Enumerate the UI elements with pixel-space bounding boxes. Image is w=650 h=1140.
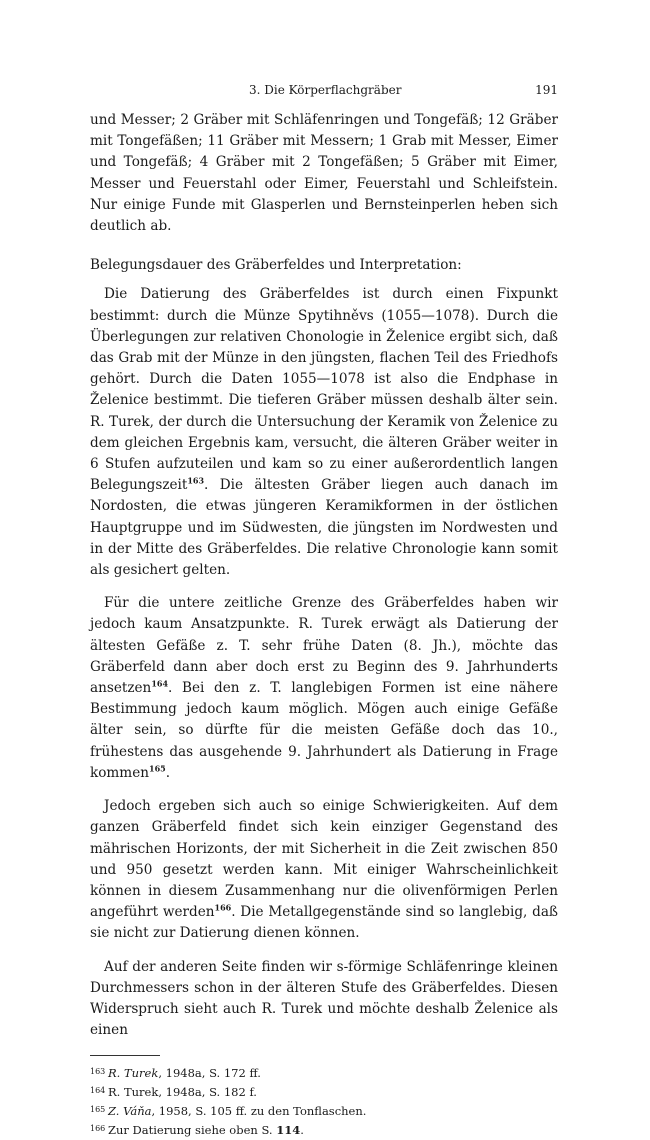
paragraph-3-text-a: Für die untere zeitliche Grenze des Gräberfeldes haben wir jedoch kaum Ansatzpunkte. R. Turek erwägt als Datierung der ältesten Gefäße z. T. sehr frühe Daten (8. Jh.), möchte das Gräberfeld dann aber doch erst zu Beginn des 9. Jahrhunderts ansetzen (90, 595, 558, 697)
footnote-text: , 1958, S. 105 ff. zu den Tonflaschen. (151, 1104, 367, 1119)
footnote-author: R. Turek (108, 1066, 159, 1081)
footnote-text: , 1948a, S. 172 ff. (158, 1066, 261, 1081)
footnote-ref-165[interactable]: 165 (149, 763, 166, 774)
paragraph-1: und Messer; 2 Gräber mit Schläfenringen und Tongefäß; 12 Gräber mit Tongefäßen; 11 Gräber mit Messern; 1 Grab mit Messer, Eimer und Tongefäß; 4 Gräber mit 2 Tongefäßen; 5 Gräber mit Eimer, Messer und Feuerstahl oder Eimer, Feuerstahl und Schleifstein. Nur einige Funde mit Glasperlen und Bernsteinperlen heben sich deutlich ab. (90, 112, 558, 235)
footnote-divider (90, 1055, 160, 1056)
document-page (90, 80, 558, 1140)
footnote-number: 164 (90, 1086, 106, 1096)
footnote-165 (90, 1102, 558, 1121)
paragraph-2-text-a: Die Datierung des Gräberfeldes ist durch einen Fixpunkt bestimmt: durch die Münze Spytihněvs (1055—1078). Durch die Überlegungen zur relativen Chonologie in Želenice ergibt sich, daß das Grab mit der Münze in den jüngsten, flachen Teil des Friedhofs gehört. Durch die Daten 1055—1078 ist also die Endphase in Želenice bestimmt. Die tieferen Gräber müssen deshalb älter sein. R. Turek, der durch die Untersuchung der Keramik von Želenice zu dem gleichen Ergebnis kam, versucht, die älteren Gräber weiter in 6 Stufen aufzuteilen und kam so zu einer außerordentlich langen Belegungszeit (90, 286, 558, 494)
section-subheading: Belegungsdauer des Gräberfeldes und Interpretation: (90, 257, 462, 274)
running-header (90, 80, 558, 102)
paragraph-3 (90, 593, 558, 784)
footnote-number: 166 (90, 1124, 106, 1134)
footnote-number: 163 (90, 1067, 106, 1077)
paragraph-5: Auf der anderen Seite finden wir s-förmige Schläfenringe kleinen Durchmessers schon in der älteren Stufe des Gräberfeldes. Diesen Widerspruch sieht auch R. Turek und möchte deshalb Želenice als einen (90, 958, 558, 1039)
footnote-text: R. Turek, 1948a, S. 182 f. (108, 1085, 257, 1100)
footnote-text: Zur Datierung siehe oben S. (108, 1123, 277, 1138)
paragraph-4-text-b: . Die Metallgegenstände sind so langlebig, daß sie nicht zur Datierung dienen können. (90, 904, 558, 942)
paragraph-3-text-b: . Bei den z. T. langlebigen Formen ist eine nähere Bestimmung jedoch kaum möglich. Mögen auch einige Gefäße älter sein, so dürfte für die meisten Gefäße doch das 10., frühestens das ausgehende 9. Jahrhundert als Datierung in Frage kommen (90, 680, 558, 781)
paragraph-3-text-c: . (165, 764, 171, 781)
paragraph-2 (90, 284, 558, 581)
footnote-author: Z. Váňa (108, 1104, 152, 1119)
footnote-164 (90, 1083, 558, 1102)
footnote-tail: . (300, 1123, 304, 1138)
page-number: 191 (535, 83, 558, 97)
footnote-163 (90, 1064, 558, 1083)
footnote-ref-166[interactable]: 166 (214, 902, 232, 913)
paragraph-4-text-a: Jedoch ergeben sich auch so einige Schwierigkeiten. Auf dem ganzen Gräberfeld findet sich kein einziger Gegenstand des mährischen Horizonts, der mit Sicherheit in die Zeit zwischen 850 und 950 gesetzt werden kann. Mit einiger Wahrscheinlichkeit können in diesem Zusammenhang nur die olivenförmigen Perlen angeführt werden (90, 798, 558, 921)
paragraph-4 (90, 796, 558, 944)
footnote-ref-163[interactable]: 163 (187, 475, 205, 486)
running-title: 3. Die Körperflachgräber (249, 83, 402, 97)
footnote-number: 165 (90, 1105, 106, 1115)
footnote-ref-164[interactable]: 164 (151, 678, 169, 689)
paragraph-2-text-b: . Die ältesten Gräber liegen auch danach im Nordosten, die etwas jüngeren Keramikformen in der östlichen Hauptgruppe und im Südwesten, die jüngsten im Nordwesten und in der Mitte des Gräberfeldes. Die relative Chronologie kann somit als gesichert gelten. (90, 477, 558, 579)
footnote-page-ref[interactable]: 114 (276, 1123, 301, 1138)
footnote-166 (90, 1121, 558, 1140)
